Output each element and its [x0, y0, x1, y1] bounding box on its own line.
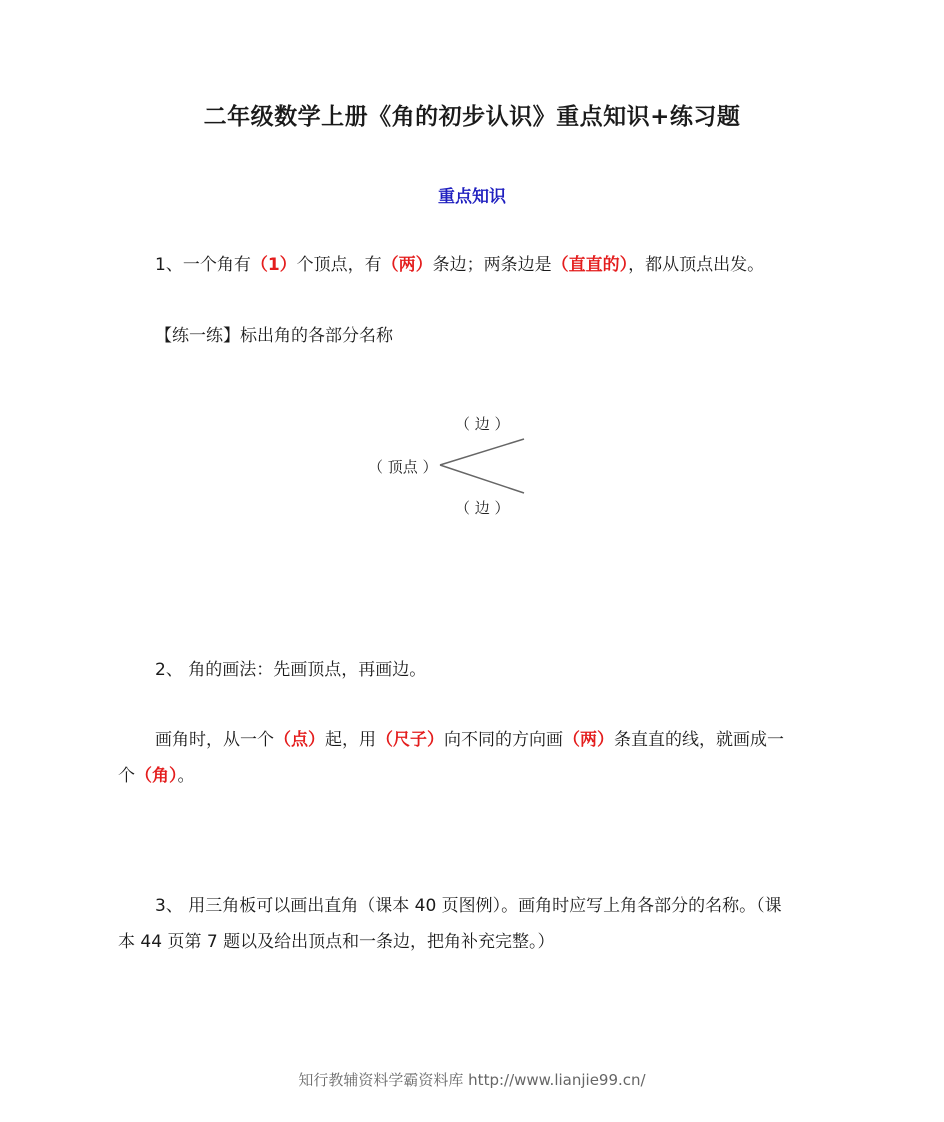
answer-line-count: （两）	[563, 730, 614, 750]
label-bottom-side: （ 边 ）	[455, 499, 510, 517]
angle-side-bottom	[440, 465, 524, 493]
item-2-text: 向不同的方向画	[444, 730, 563, 750]
item-2-text: 。	[177, 766, 195, 786]
item-1-text: 条边；两条边是	[432, 255, 552, 275]
item-1	[155, 247, 764, 283]
angle-diagram	[360, 405, 560, 525]
answer-vertex-count: （1）	[250, 255, 297, 275]
item-1-text: 1、一个角有	[155, 255, 251, 275]
item-3-line-1: 3、 用三角板可以画出直角（课本 40 页图例）。画角时应写上角各部分的名称。（课	[155, 896, 782, 916]
item-2-text: 条直直的线，就画成一	[614, 730, 784, 750]
document-title: 二年级数学上册《角的初步认识》重点知识+练习题	[203, 104, 741, 130]
answer-side-shape: （直直的）	[551, 255, 629, 275]
footer-watermark: 知行教辅资料学霸资料库 http://www.lianjie99.cn/	[298, 1071, 646, 1089]
item-2-text: 画角时，从一个	[155, 730, 274, 750]
angle-side-top	[440, 439, 524, 465]
answer-tool: （尺子）	[376, 730, 444, 750]
item-3-line-2: 本 44 页第 7 题以及给出顶点和一条边，把角补充完整。）	[118, 932, 555, 952]
item-1-text: 个顶点，有	[296, 255, 382, 275]
answer-start-point: （点）	[274, 730, 325, 750]
answer-side-count: （两）	[381, 255, 433, 275]
item-2-line-1	[155, 722, 784, 758]
practice-heading: 【练一练】标出角的各部分名称	[155, 326, 393, 346]
item-2-heading: 2、 角的画法：先画顶点，再画边。	[155, 660, 427, 680]
item-2-text: 个	[118, 766, 135, 786]
item-2-text: 起，用	[325, 730, 376, 750]
section-heading: 重点知识	[438, 187, 506, 207]
answer-result: （角）	[135, 766, 178, 786]
label-vertex: （ 顶点 ）	[368, 458, 438, 476]
label-top-side: （ 边 ）	[455, 415, 510, 433]
item-1-text: ，都从顶点出发。	[628, 255, 765, 275]
item-2-line-2	[118, 758, 195, 794]
